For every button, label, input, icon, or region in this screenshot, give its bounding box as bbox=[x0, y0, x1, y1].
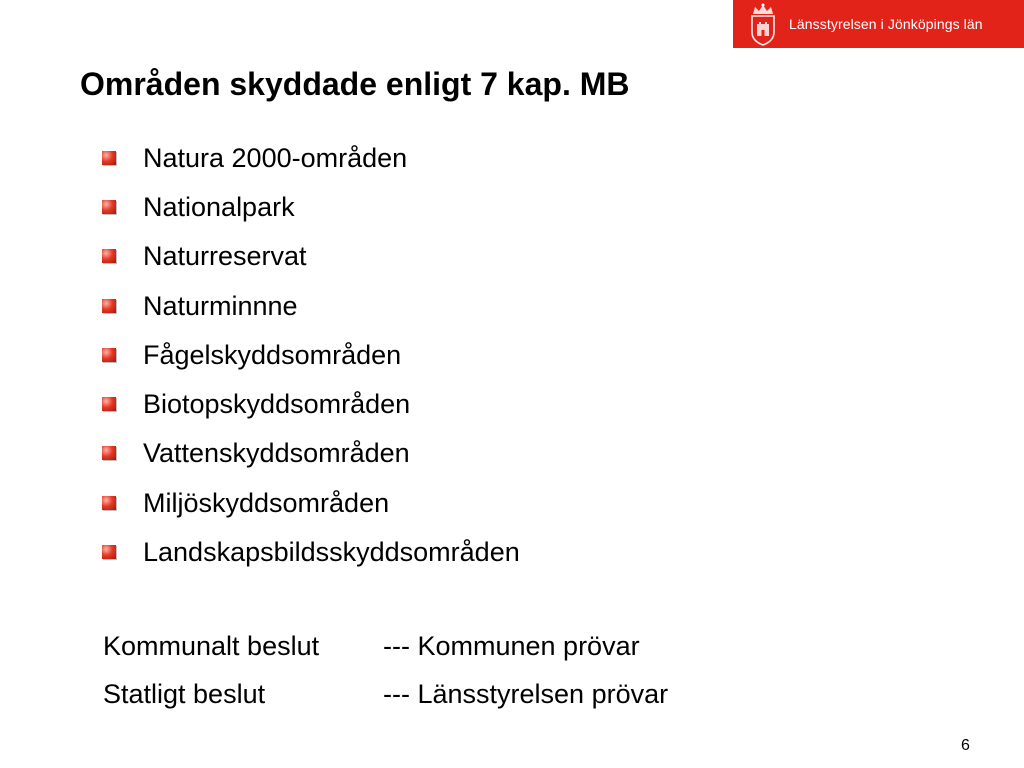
decision-value: --- Länsstyrelsen prövar bbox=[383, 679, 669, 709]
organization-logo bbox=[733, 0, 1024, 48]
bullet-square-icon bbox=[102, 446, 116, 460]
bullet-text: Biotopskyddsområden bbox=[143, 389, 411, 420]
page-number: 6 bbox=[961, 737, 970, 754]
list-item bbox=[102, 182, 520, 231]
list-item bbox=[102, 527, 520, 576]
bullet-text: Naturreservat bbox=[143, 241, 307, 272]
slide-title: Områden skyddade enligt 7 kap. MB bbox=[80, 66, 630, 102]
bullet-square-icon bbox=[102, 545, 116, 559]
list-item bbox=[102, 379, 520, 428]
bullet-square-icon bbox=[102, 249, 116, 263]
bullet-square-icon bbox=[102, 496, 116, 510]
bullet-square-icon bbox=[102, 299, 116, 313]
bullet-square-icon bbox=[102, 151, 116, 165]
bullet-text: Vattenskyddsområden bbox=[143, 438, 410, 469]
coat-of-arms-icon bbox=[743, 2, 783, 46]
bullet-text: Nationalpark bbox=[143, 191, 295, 222]
list-item bbox=[102, 281, 520, 330]
bullet-list bbox=[102, 133, 520, 577]
bullet-square-icon bbox=[102, 397, 116, 411]
bullet-square-icon bbox=[102, 200, 116, 214]
bullet-square-icon bbox=[102, 348, 116, 362]
list-item bbox=[102, 232, 520, 281]
decision-value: --- Kommunen prövar bbox=[383, 631, 640, 661]
bullet-text: Natura 2000-områden bbox=[143, 142, 408, 173]
decision-label: Kommunalt beslut bbox=[103, 631, 320, 661]
list-item bbox=[102, 330, 520, 379]
bullet-text: Landskapsbildsskyddsområden bbox=[143, 537, 520, 568]
bullet-text: Naturminnne bbox=[143, 290, 298, 321]
list-item bbox=[102, 429, 520, 478]
decision-label: Statligt beslut bbox=[103, 679, 266, 709]
bullet-text: Fågelskyddsområden bbox=[143, 339, 402, 370]
organization-name: Länsstyrelsen i Jönköpings län bbox=[789, 16, 983, 32]
list-item bbox=[102, 133, 520, 182]
bullet-text: Miljöskyddsområden bbox=[143, 487, 390, 518]
list-item bbox=[102, 478, 520, 527]
